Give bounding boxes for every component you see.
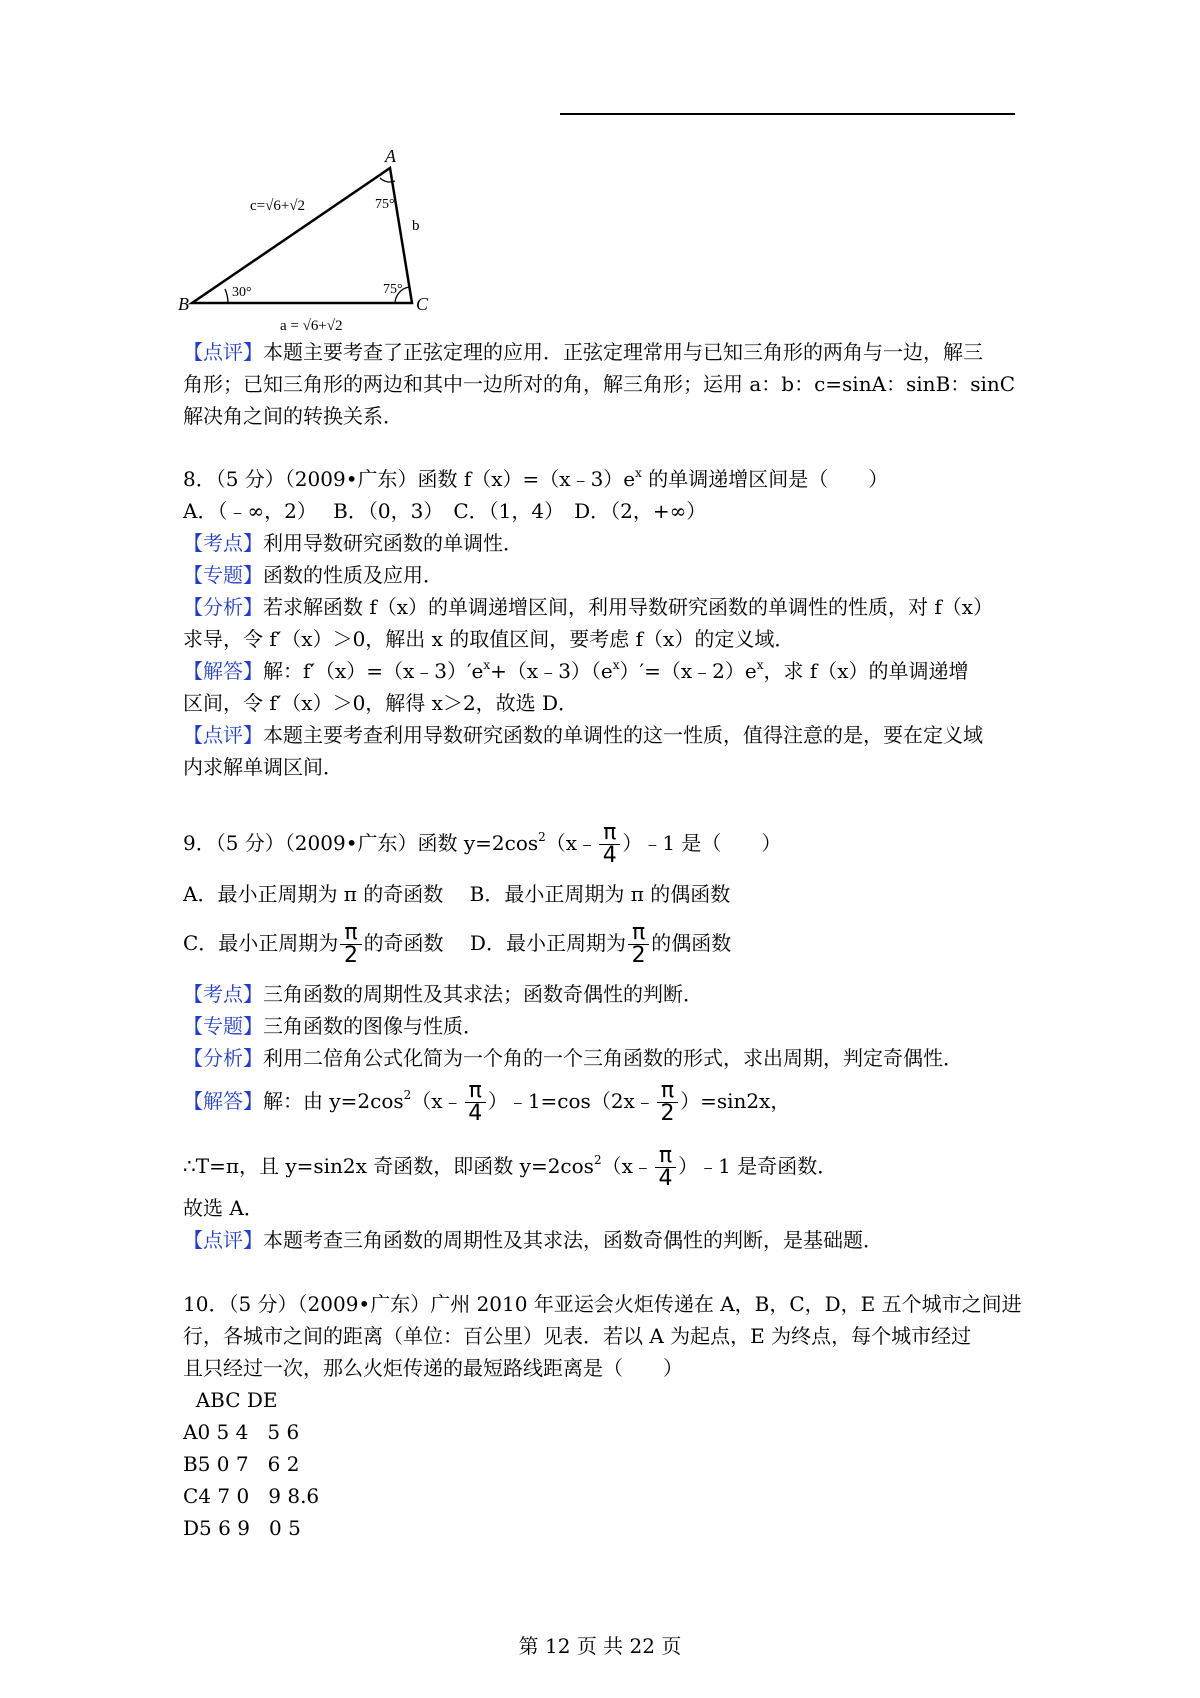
q10-stem-line-2: 行，各城市之间的距离（单位：百公里）见表．若以 A 为起点，E 为终点，每个城市经过 [183,1324,972,1348]
q7-comment-line-1: 【点评】本题主要考查了正弦定理的应用．正弦定理常用与已知三角形的两角与一边，解三 [183,340,983,364]
q8-fenxi-line-2: 求导，令 f′（x）＞0，解出 x 的取值区间，要考虑 f（x）的定义域． [183,627,795,651]
q9-jieda-line-1: 【解答】解：由 $y=2\cos^2(x﹣$ $\frac{\pi}{4}$ ）﹣1=cos（2x﹣ $\frac{\pi}{2}$ ）=sin2x， [183,1078,791,1126]
q7-comment-line-3: 解决角之间的转换关系． [183,404,403,428]
vertex-a-label: A [385,146,396,166]
q8-kaodian: 【考点】利用导数研究函数的单调性． [183,531,523,555]
q9-fenxi: 【分析】利用二倍角公式化简为一个角的一个三角函数的形式，求出周期，判定奇偶性． [183,1046,963,1070]
fraction-pi-over-2: $\frac{\pi}{2}$ [340,922,361,967]
q8-options: A．（﹣∞，2） B．（0，3） C．（1，4） D．（2，+∞） [183,499,707,523]
angle-b-label: 30° [232,285,252,300]
side-c-label: c=√6+√2 [250,198,306,214]
fraction-pi-over-4: $\frac{\pi}{4}$ [599,822,620,867]
q9-choose: 故选 A． [183,1196,264,1220]
q8-jieda-line-1: 【解答】解：$f'(x)=(x﹣3)'e^x+(x﹣3)(e^x)'=(x﹣2)e^x$，求 f（x）的单调递增 [183,658,969,683]
vertex-c-label: C [416,294,429,314]
vertex-b-label: B [178,294,189,314]
q10-stem-line-1: 10．（5 分）（2009•广东）广州 2010 年亚运会火炬传递在 A，B，C，D，E 五个城市之间进 [183,1292,1022,1316]
q10-stem-line-3: 且只经过一次，那么火炬传递的最短路线距离是（ ） [183,1356,683,1380]
q9-stem: 9．（5 分）（2009•广东）函数 $y=2\cos^2(x﹣$ $\frac{\pi}{4}$ ）﹣1 是（ ） [183,820,782,868]
angle-arc-b [225,289,228,303]
q10-table-header: ABC DE [183,1388,278,1412]
q10-table-row-d: D5 6 9 0 5 [183,1516,301,1540]
side-a-label: a = √6+√2 [280,318,343,334]
fraction-pi-over-2: $\frac{\pi}{2}$ [657,1080,678,1125]
q9-options-cd: C．最小正周期为 $\frac{\pi}{2}$ 的奇函数 D．最小正周期为 $\frac{\pi}{2}$ 的偶函数 [183,920,732,968]
q10-table-row-a: A0 5 4 5 6 [183,1420,300,1444]
triangle-shape [192,168,412,303]
q9-therefore-line: ∴T=π，且 y=sin2x 奇函数，即函数 $y=2\cos^2(x﹣$ $\frac{\pi}{4}$ ）﹣1 是奇函数． [183,1143,838,1191]
q7-comment-tag: 【点评】 [183,340,263,364]
q9-options-ab: A．最小正周期为 π 的奇函数 B．最小正周期为 π 的偶函数 [183,882,731,906]
q8-jieda-line-2: 区间，令 f′（x）＞0，解得 x＞2，故选 D． [183,691,579,715]
angle-c-label: 75° [383,282,403,297]
triangle-figure [180,148,500,338]
q9-comment: 【点评】本题考查三角函数的周期性及其求法，函数奇偶性的判断，是基础题． [183,1228,883,1252]
q9-zhuanti: 【专题】三角函数的图像与性质． [183,1014,483,1038]
q8-zhuanti: 【专题】函数的性质及应用． [183,563,443,587]
page-footer: 第 12 页 共 22 页 [518,1634,682,1658]
q8-fenxi-line-1: 【分析】若求解函数 f（x）的单调递增区间，利用导数研究函数的单调性的性质，对 f（x） [183,595,994,619]
q8-stem: 8．（5 分）（2009•广东）函数 $f(x)=(x﹣3)e^x$ 的单调递增区间是（ ） [183,466,889,491]
side-b-label: b [412,218,420,234]
fraction-pi-over-4: $\frac{\pi}{4}$ [465,1080,486,1125]
q8-comment-line-2: 内求解单调区间． [183,755,343,779]
answer-blank-line [560,113,1015,115]
angle-a-label: 75° [375,197,395,212]
q8-comment-line-1: 【点评】本题主要考查利用导数研究函数的单调性的这一性质，值得注意的是，要在定义域 [183,723,983,747]
fraction-pi-over-4: $\frac{\pi}{4}$ [655,1145,676,1190]
q9-kaodian: 【考点】三角函数的周期性及其求法；函数奇偶性的判断． [183,982,703,1006]
q10-table-row-c: C4 7 0 9 8.6 [183,1484,320,1508]
fraction-pi-over-2: $\frac{\pi}{2}$ [628,922,649,967]
q7-comment-line-2: 角形；已知三角形的两边和其中一边所对的角，解三角形；运用 a：b：c=sinA：sinB：sinC [183,372,1016,396]
q10-table-row-b: B5 0 7 6 2 [183,1452,300,1476]
